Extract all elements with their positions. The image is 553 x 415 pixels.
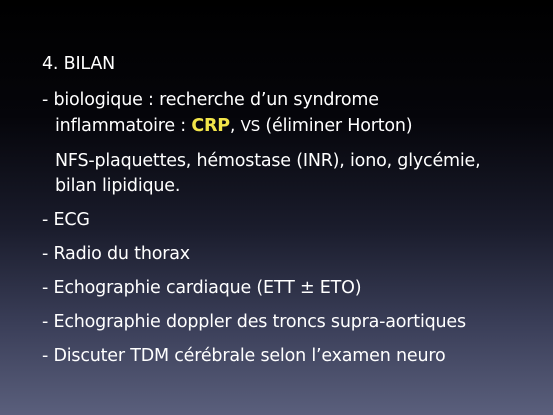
list-item-ecg: - ECG <box>42 210 90 230</box>
bio-line-2 <box>55 115 412 137</box>
list-item-tdm: - Discuter TDM cérébrale selon l’examen neuro <box>42 346 446 366</box>
bio-line-2-separator: , <box>229 116 241 136</box>
bio-line-2-prefix: inflammatoire : <box>55 116 192 136</box>
bio-line-2-suffix: (éliminer Horton) <box>260 116 413 136</box>
list-item-radio: - Radio du thorax <box>42 244 190 264</box>
vs-label: VS <box>240 117 261 135</box>
crp-highlight: CRP <box>191 116 230 136</box>
list-item-echo-cardiaque: - Echographie cardiaque (ETT ± ETO) <box>42 278 362 298</box>
slide-heading: 4. BILAN <box>42 54 116 74</box>
nfs-line-2: bilan lipidique. <box>55 176 181 196</box>
bio-line-1: - biologique : recherche d’un syndrome <box>42 90 379 110</box>
list-item-echo-doppler: - Echographie doppler des troncs supra-aortiques <box>42 312 466 332</box>
nfs-line-1: NFS-plaquettes, hémostase (INR), iono, glycémie, <box>55 151 481 171</box>
